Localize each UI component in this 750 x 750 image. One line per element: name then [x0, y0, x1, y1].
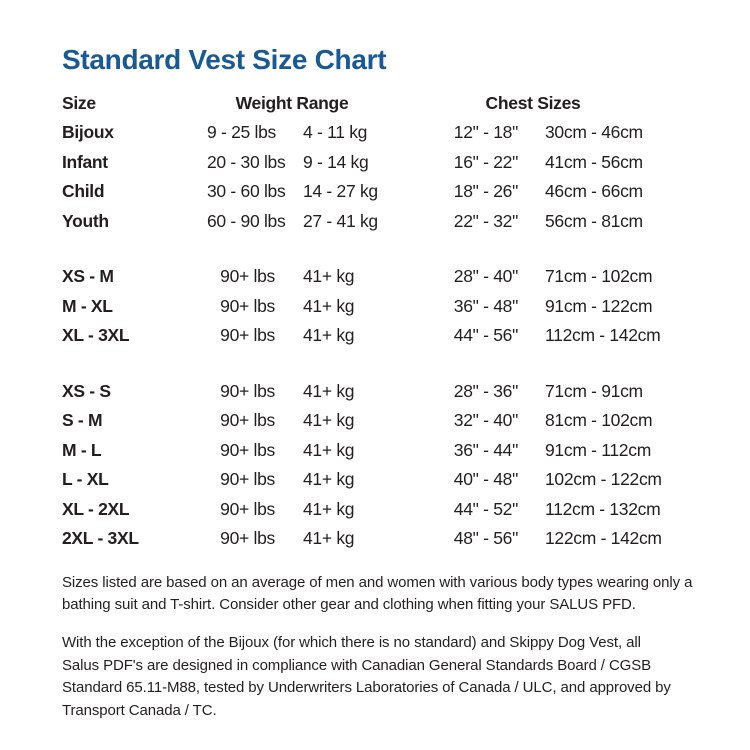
chest-cm: 71cm - 102cm [545, 266, 653, 287]
weight-kg: 4 - 11 kg [303, 122, 368, 143]
note-line: Transport Canada / TC. [62, 701, 217, 719]
chest-inches: 12" - 18" [453, 122, 518, 143]
chest-inches: 44" - 56" [453, 325, 518, 346]
size-group-youth [62, 118, 705, 236]
note-line: Salus PDF's are designed in compliance with Canadian General Standards Board / CGSB [62, 656, 652, 674]
weight-kg: 14 - 27 kg [303, 181, 378, 202]
size-label: S - M [62, 410, 103, 431]
size-label: XL - 3XL [62, 325, 130, 346]
table-row [62, 465, 705, 495]
size-label: XS - S [62, 380, 111, 401]
weight-lbs: 90+ lbs [220, 295, 275, 316]
size-label: 2XL - 3XL [62, 528, 139, 549]
chest-inches: 44" - 52" [453, 498, 518, 519]
chest-inches: 22" - 32" [453, 210, 518, 231]
table-row [62, 524, 705, 554]
size-label: Bijoux [62, 122, 114, 143]
col-header-chest: Chest Sizes [485, 92, 581, 113]
size-label: Infant [62, 151, 108, 172]
table-row [62, 495, 705, 525]
chest-cm: 46cm - 66cm [545, 181, 643, 202]
weight-lbs: 20 - 30 lbs [207, 151, 286, 172]
chest-cm: 91cm - 122cm [545, 295, 653, 316]
chest-cm: 81cm - 102cm [545, 410, 653, 431]
table-row [62, 177, 705, 207]
chest-inches: 16" - 22" [453, 151, 518, 172]
table-row [62, 436, 705, 466]
weight-kg: 41+ kg [303, 469, 355, 490]
size-group-adult-fitted [62, 377, 705, 554]
note-sizing-disclaimer [62, 572, 705, 617]
size-label: M - L [62, 439, 102, 460]
size-label: XS - M [62, 266, 114, 287]
chest-cm: 112cm - 132cm [545, 498, 661, 519]
weight-lbs: 90+ lbs [220, 380, 275, 401]
weight-lbs: 30 - 60 lbs [207, 181, 286, 202]
chest-inches: 36" - 48" [453, 295, 518, 316]
col-header-weight: Weight Range [235, 92, 349, 113]
table-row [62, 406, 705, 436]
chest-inches: 48" - 56" [453, 528, 518, 549]
weight-lbs: 60 - 90 lbs [207, 210, 286, 231]
note-line: bathing suit and T-shirt. Consider other gear and clothing when fitting your SALUS PFD. [62, 595, 636, 613]
weight-kg: 41+ kg [303, 266, 355, 287]
footnotes [62, 572, 705, 722]
weight-lbs: 90+ lbs [220, 469, 275, 490]
note-line: Standard 65.11-M88, tested by Underwriters Laboratories of Canada / ULC, and approved by [62, 679, 671, 697]
size-label: L - XL [62, 469, 109, 490]
weight-lbs: 90+ lbs [220, 410, 275, 431]
chest-inches: 18" - 26" [453, 181, 518, 202]
chest-inches: 36" - 44" [453, 439, 518, 460]
table-row [62, 262, 705, 292]
weight-kg: 41+ kg [303, 295, 355, 316]
size-label: M - XL [62, 295, 113, 316]
weight-kg: 41+ kg [303, 528, 355, 549]
chest-cm: 122cm - 142cm [545, 528, 662, 549]
chest-cm: 30cm - 46cm [545, 122, 643, 143]
weight-kg: 27 - 41 kg [303, 210, 378, 231]
table-row [62, 292, 705, 322]
chest-inches: 28" - 40" [453, 266, 518, 287]
chest-cm: 41cm - 56cm [545, 151, 643, 172]
chest-inches: 40" - 48" [453, 469, 518, 490]
weight-lbs: 90+ lbs [220, 325, 275, 346]
table-header-row [62, 88, 705, 118]
weight-kg: 41+ kg [303, 380, 355, 401]
weight-kg: 9 - 14 kg [303, 151, 369, 172]
note-line: Sizes listed are based on an average of men and women with various body types wearing only a [62, 573, 693, 591]
chest-cm: 91cm - 112cm [545, 439, 651, 460]
page-title: Standard Vest Size Chart [62, 44, 387, 75]
weight-kg: 41+ kg [303, 410, 355, 431]
note-compliance [62, 632, 705, 722]
chest-cm: 102cm - 122cm [545, 469, 662, 490]
size-label: Youth [62, 210, 109, 231]
weight-lbs: 90+ lbs [220, 439, 275, 460]
table-row [62, 321, 705, 351]
size-label: Child [62, 181, 105, 202]
weight-lbs: 9 - 25 lbs [207, 122, 276, 143]
size-chart-table [62, 88, 705, 554]
chest-cm: 112cm - 142cm [545, 325, 661, 346]
weight-lbs: 90+ lbs [220, 498, 275, 519]
weight-kg: 41+ kg [303, 439, 355, 460]
chest-inches: 28" - 36" [453, 380, 518, 401]
chest-cm: 56cm - 81cm [545, 210, 643, 231]
table-row [62, 148, 705, 178]
weight-kg: 41+ kg [303, 498, 355, 519]
chest-cm: 71cm - 91cm [545, 380, 643, 401]
table-row [62, 207, 705, 237]
table-row [62, 377, 705, 407]
size-group-adult-wide [62, 262, 705, 351]
weight-kg: 41+ kg [303, 325, 355, 346]
size-label: XL - 2XL [62, 498, 130, 519]
weight-lbs: 90+ lbs [220, 528, 275, 549]
note-line: With the exception of the Bijoux (for which there is no standard) and Skippy Dog Vest, all [62, 634, 641, 652]
chest-inches: 32" - 40" [453, 410, 518, 431]
weight-lbs: 90+ lbs [220, 266, 275, 287]
col-header-size: Size [62, 92, 96, 113]
table-row [62, 118, 705, 148]
